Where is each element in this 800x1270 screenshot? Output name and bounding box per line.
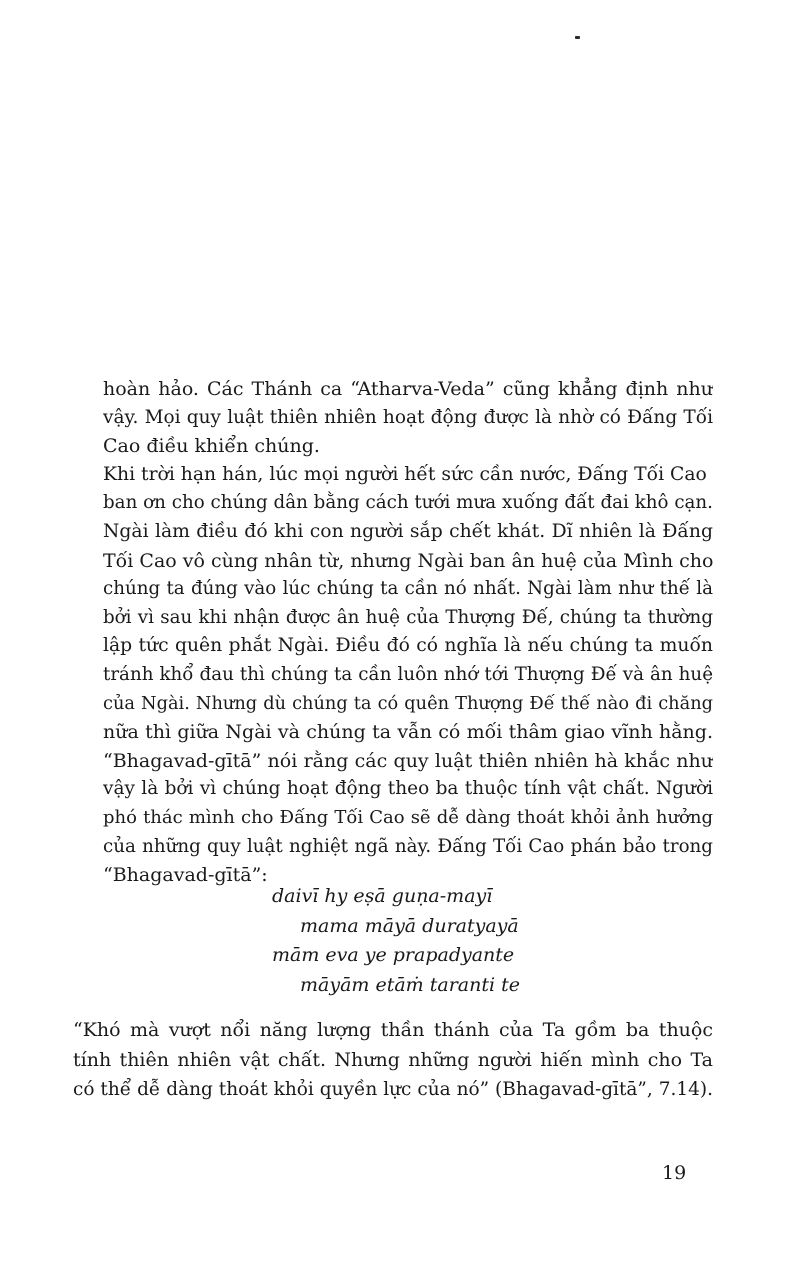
verse-line: mām eva ye prapadyante xyxy=(272,944,515,966)
text-line: tính thiên nhiên vật chất. Nhưng những người hiến mình cho Ta xyxy=(73,1048,713,1071)
ink-speck xyxy=(575,36,580,39)
text-line: chúng ta đúng vào lúc chúng ta cần nó nhất. Ngài làm như thế là xyxy=(103,578,713,600)
verse-line: māyām etāṁ taranti te xyxy=(300,973,520,996)
paragraph-2 xyxy=(103,461,713,890)
text-line: hoàn hảo. Các Thánh ca “Atharva-Veda” cũng khẳng định như xyxy=(103,378,713,400)
text-line: của những quy luật nghiệt ngã này. Đấng Tối Cao phán bảo trong xyxy=(103,835,713,857)
body-text xyxy=(103,375,713,890)
text-line: nữa thì giữa Ngài và chúng ta vẫn có mối thâm giao vĩnh hằng. xyxy=(103,721,713,744)
paragraph-1 xyxy=(103,375,713,461)
verse-line: mama māyā duratyayā xyxy=(300,914,519,937)
verse-line: daivī hy eṣā guṇa-mayī xyxy=(272,885,493,907)
text-line: “Bhagavad-gītā”: xyxy=(103,864,268,887)
text-line: Ngài làm điều đó khi con người sắp chết khát. Dĩ nhiên là Đấng xyxy=(103,520,713,542)
text-line: của Ngài. Nhưng dù chúng ta có quên Thượng Đế thế nào đi chăng xyxy=(103,693,713,714)
text-line: lập tức quên phắt Ngài. Điều đó có nghĩa là nếu chúng ta muốn xyxy=(103,635,713,657)
text-line: phó thác mình cho Đấng Tối Cao sẽ dễ dàng thoát khỏi ảnh hưởng xyxy=(103,806,713,828)
sanskrit-verse xyxy=(272,882,692,1000)
text-line: “Bhagavad-gītā” nói rằng các quy luật thiên nhiên hà khắc như xyxy=(103,749,713,772)
text-line: vậy. Mọi quy luật thiên nhiên hoạt động được là nhờ có Đấng Tối xyxy=(103,406,713,428)
page-number: 19 xyxy=(662,1162,687,1184)
verse-translation xyxy=(73,1016,713,1105)
text-line: tránh khổ đau thì chúng ta cần luôn nhớ tới Thượng Đế và ân huệ xyxy=(103,663,713,685)
text-line: có thể dễ dàng thoát khỏi quyền lực của nó” (Bhagavad-gītā”, 7.14). xyxy=(73,1079,713,1100)
text-line xyxy=(103,461,713,490)
text-line: “Khó mà vượt nổi năng lượng thần thánh của Ta gồm ba thuộc xyxy=(73,1019,713,1041)
text-line: vậy là bởi vì chúng hoạt động theo ba thuộc tính vật chất. Người xyxy=(103,778,713,800)
text-line: ban ơn cho chúng dân bằng cách tưới mưa xuống đất đai khô cạn. xyxy=(103,492,713,514)
indented-first-line: Khi trời hạn hán, lúc mọi người hết sức cần nước, Đấng Tối Cao xyxy=(103,463,707,485)
text-line: Tối Cao vô cùng nhân từ, nhưng Ngài ban ân huệ của Mình cho xyxy=(103,549,713,572)
text-line: Cao điều khiển chúng. xyxy=(103,435,320,458)
text-line: bởi vì sau khi nhận được ân huệ của Thượng Đế, chúng ta thường xyxy=(103,606,713,628)
